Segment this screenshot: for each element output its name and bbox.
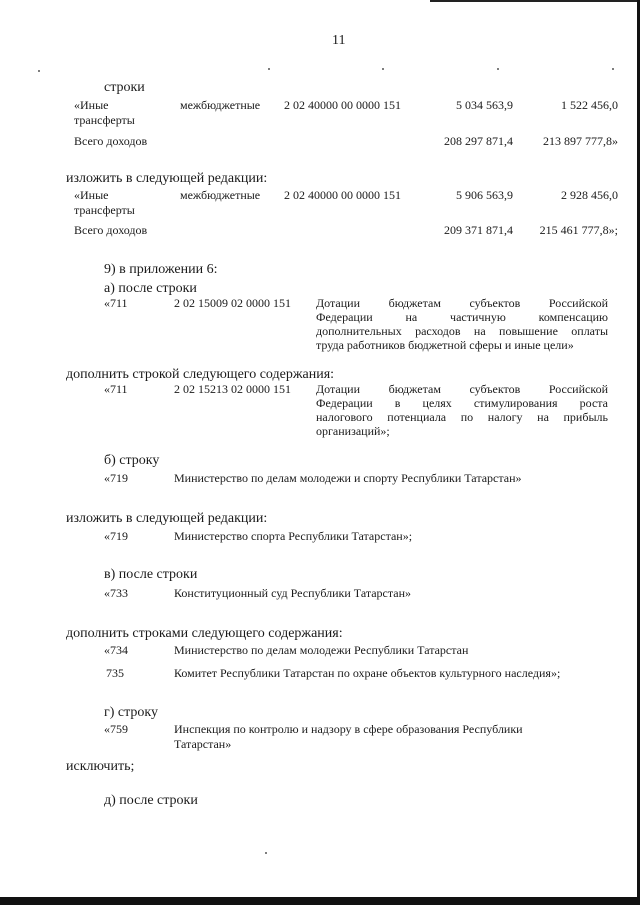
page-number: 11 bbox=[332, 33, 346, 48]
block2-row1-name-c: межбюджетные bbox=[180, 188, 261, 202]
scan-speck bbox=[382, 68, 384, 70]
block1-lead: строки bbox=[104, 80, 145, 95]
item9g-code: «759 bbox=[104, 722, 128, 736]
item9v-add-row1-code: «734 bbox=[104, 643, 128, 657]
block2-row1-name-b: трансферты bbox=[74, 203, 135, 217]
block1-row1-code: 2 02 40000 00 0000 151 bbox=[284, 98, 401, 112]
item9v-code: «733 bbox=[104, 586, 128, 600]
block1-row1-value2: 1 522 456,0 bbox=[561, 98, 618, 112]
block2-row1-name-a: «Иные bbox=[74, 188, 109, 202]
item9a-desc-line: Федерации на частичную компенсацию bbox=[316, 310, 608, 324]
item9a-desc-line: труда работников бюджетной сферы и иные цели» bbox=[316, 338, 574, 352]
item9d-heading: д) после строки bbox=[104, 793, 198, 808]
scan-speck bbox=[497, 68, 499, 70]
scan-speck bbox=[612, 68, 614, 70]
block1-row2-value1: 208 297 871,4 bbox=[444, 134, 513, 148]
item9v-add-row2-text: Комитет Республики Татарстан по охране объектов культурного наследия»; bbox=[174, 666, 561, 680]
scan-speck bbox=[265, 852, 267, 854]
item9b-heading: б) строку bbox=[104, 453, 160, 468]
block1-row1-name-a: «Иные bbox=[74, 98, 109, 112]
item9-heading: 9) в приложении 6: bbox=[104, 262, 218, 277]
block2-row2-value2: 215 461 777,8»; bbox=[539, 223, 618, 237]
item9a-desc-line: Дотации бюджетам субъектов Российской bbox=[316, 296, 608, 310]
item9a-add-code1: «711 bbox=[104, 382, 128, 396]
item9b-text: Министерство по делам молодежи и спорту Республики Татарстан» bbox=[174, 471, 522, 485]
scan-edge-top bbox=[430, 0, 640, 2]
item9g-text-line2: Татарстан» bbox=[174, 737, 232, 751]
item9a-description bbox=[316, 296, 608, 352]
item9b-edit-code: «719 bbox=[104, 529, 128, 543]
item9a-code2: 2 02 15009 02 0000 151 bbox=[174, 296, 291, 310]
block2-row2-value1: 209 371 871,4 bbox=[444, 223, 513, 237]
block2-lead: изложить в следующей редакции: bbox=[66, 171, 268, 186]
block1-row1-name-c: межбюджетные bbox=[180, 98, 261, 112]
block1-row2-name: Всего доходов bbox=[74, 134, 148, 148]
item9a-add-desc-line: Дотации бюджетам субъектов Российской bbox=[316, 382, 608, 396]
item9v-heading: в) после строки bbox=[104, 567, 198, 582]
item9a-add-desc-line: налогового потенциала по налогу на прибыль bbox=[316, 410, 608, 424]
item9a-desc-line: дополнительных расходов на повышение оплаты bbox=[316, 324, 608, 338]
block1-row1-name-b: трансферты bbox=[74, 113, 135, 127]
item9g-heading: г) строку bbox=[104, 705, 159, 720]
item9a-add-description bbox=[316, 382, 608, 438]
block2-row1-value2: 2 928 456,0 bbox=[561, 188, 618, 202]
item9v-add-row1-text: Министерство по делам молодежи Республики Татарстан bbox=[174, 643, 469, 657]
scan-speck bbox=[38, 70, 40, 72]
item9v-text: Конституционный суд Республики Татарстан» bbox=[174, 586, 412, 600]
item9g-text-line1: Инспекция по контролю и надзору в сфере образования Республики bbox=[174, 722, 523, 736]
item9b-edit-text: Министерство спорта Республики Татарстан»; bbox=[174, 529, 413, 543]
block1-row2-value2: 213 897 777,8» bbox=[543, 134, 618, 148]
item9v-add-heading: дополнить строками следующего содержания: bbox=[66, 626, 343, 641]
block2-row2-name: Всего доходов bbox=[74, 223, 148, 237]
item9a-add-heading: дополнить строкой следующего содержания: bbox=[66, 367, 335, 382]
item9a-heading: а) после строки bbox=[104, 281, 197, 296]
item9a-code1: «711 bbox=[104, 296, 128, 310]
block2-row1-code: 2 02 40000 00 0000 151 bbox=[284, 188, 401, 202]
item9a-add-code2: 2 02 15213 02 0000 151 bbox=[174, 382, 291, 396]
block2-row1-value1: 5 906 563,9 bbox=[456, 188, 513, 202]
scan-edge-bottom bbox=[0, 897, 640, 905]
item9b-code: «719 bbox=[104, 471, 128, 485]
item9g-exclude: исключить; bbox=[66, 759, 135, 774]
block1-row1-value1: 5 034 563,9 bbox=[456, 98, 513, 112]
scan-speck bbox=[268, 68, 270, 70]
item9a-add-desc-line: организаций»; bbox=[316, 424, 390, 438]
item9v-add-row2-code: 735 bbox=[106, 666, 124, 680]
item9b-edit-heading: изложить в следующей редакции: bbox=[66, 511, 268, 526]
item9a-add-desc-line: Федерации в целях стимулирования роста bbox=[316, 396, 608, 410]
